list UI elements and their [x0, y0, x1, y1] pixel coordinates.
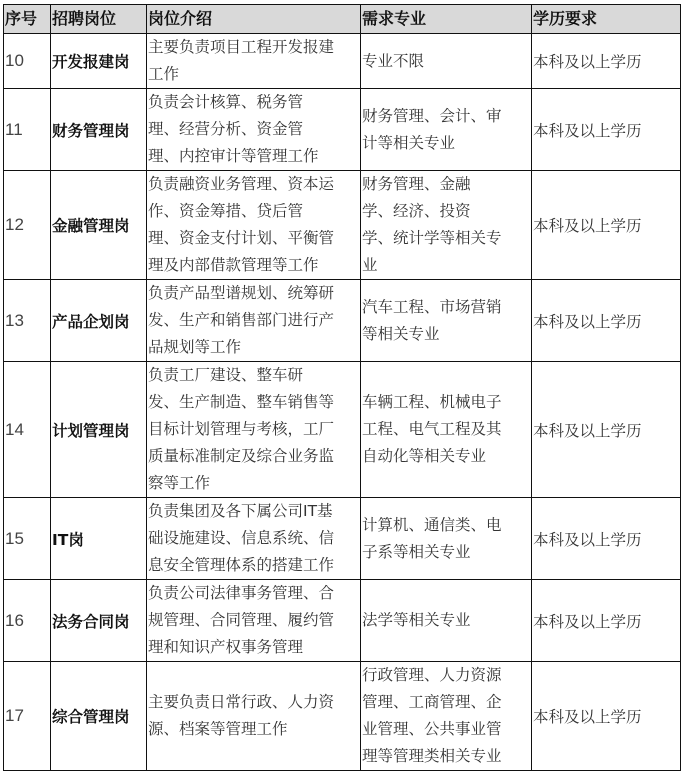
row-position: 产品企划岗: [51, 280, 147, 362]
major-line: 学、经济、投资: [362, 202, 471, 220]
header-number: 序号: [4, 5, 51, 34]
row-major: [361, 662, 532, 771]
row-description: [147, 498, 361, 580]
description-line: 息安全管理体系的搭建工作: [148, 556, 335, 574]
table-body: [4, 34, 681, 771]
row-education: 本科及以上学历: [532, 280, 681, 362]
row-description: [147, 89, 361, 171]
recruitment-table: [3, 4, 681, 771]
table-row: [4, 89, 681, 171]
row-description: [147, 34, 361, 89]
row-description: [147, 280, 361, 362]
description-line: 负责会计核算、税务管: [148, 93, 304, 111]
row-education: 本科及以上学历: [532, 34, 681, 89]
description-line: 理、经营分析、资金管: [148, 120, 304, 138]
major-line: 计等相关专业: [362, 133, 456, 152]
header-education: 学历要求: [532, 5, 681, 34]
description-line: 理和知识产权事务管理: [148, 638, 304, 656]
table-row: [4, 34, 681, 89]
table-row: [4, 280, 681, 362]
row-position: 开发报建岗: [51, 34, 147, 89]
description-line: 质量标准制定及综合业务监: [148, 447, 335, 465]
row-description: [147, 580, 361, 662]
description-line: 源、档案等管理工作: [148, 720, 288, 738]
row-major: [361, 171, 532, 280]
row-description: [147, 362, 361, 498]
major-line: 行政管理、人力资源: [362, 666, 502, 684]
row-major: [361, 362, 532, 498]
description-line: 理、资金支付计划、平衡管: [148, 229, 335, 247]
row-major: [361, 580, 532, 662]
row-number: 16: [4, 580, 51, 662]
description-line: 规管理、合同管理、履约管: [148, 611, 335, 629]
major-line: 汽车工程、市场营销: [362, 297, 502, 316]
major-line: 理等管理类相关专业: [362, 747, 502, 765]
major-line: 计算机、通信类、电: [362, 515, 502, 534]
row-number: 17: [4, 662, 51, 771]
row-position: 金融管理岗: [51, 171, 147, 280]
header-description: 岗位介绍: [147, 5, 361, 34]
table-row: [4, 498, 681, 580]
major-line: 财务管理、金融: [362, 175, 471, 193]
row-number: 13: [4, 280, 51, 362]
row-education: 本科及以上学历: [532, 171, 681, 280]
row-number: 12: [4, 171, 51, 280]
major-line: 财务管理、会计、审: [362, 106, 502, 125]
description-line: 主要负责日常行政、人力资: [148, 693, 335, 711]
row-number: 11: [4, 89, 51, 171]
row-number: 15: [4, 498, 51, 580]
description-line: 发、生产和销售部门进行产: [148, 311, 335, 329]
row-position: 财务管理岗: [51, 89, 147, 171]
row-position: 法务合同岗: [51, 580, 147, 662]
description-line: 础设施建设、信息系统、信: [148, 529, 335, 547]
table-row: [4, 662, 681, 771]
description-line: 目标计划管理与考核，工厂: [148, 420, 335, 438]
major-line: 业: [362, 256, 378, 274]
row-major: [361, 34, 532, 89]
description-line: 负责集团及各下属公司IT基: [148, 502, 333, 520]
description-line: 作、资金筹措、贷后管: [148, 202, 304, 220]
description-line: 理、内控审计等管理工作: [148, 147, 319, 165]
major-line: 法学等相关专业: [362, 611, 471, 629]
major-line: 等相关专业: [362, 324, 440, 343]
header-major: 需求专业: [361, 5, 532, 34]
row-description: [147, 662, 361, 771]
row-number: 10: [4, 34, 51, 89]
major-line: 工程、电气工程及其: [362, 420, 502, 438]
header-position: 招聘岗位: [51, 5, 147, 34]
row-position: 计划管理岗: [51, 362, 147, 498]
row-position: 综合管理岗: [51, 662, 147, 771]
table-row: [4, 171, 681, 280]
table-row: [4, 362, 681, 498]
major-line: 自动化等相关专业: [362, 447, 487, 465]
major-line: 管理、工商管理、企: [362, 693, 502, 711]
major-line: 专业不限: [362, 51, 425, 70]
row-education: 本科及以上学历: [532, 498, 681, 580]
row-position: IT岗: [51, 498, 147, 580]
major-line: 学、统计学等相关专: [362, 229, 502, 247]
major-line: 车辆工程、机械电子: [362, 393, 502, 411]
row-number: 14: [4, 362, 51, 498]
description-line: 品规划等工作: [148, 338, 242, 356]
major-line: 业管理、公共事业管: [362, 720, 502, 738]
description-line: 理及内部借款管理等工作: [148, 256, 319, 274]
description-line: 负责公司法律事务管理、合: [148, 584, 335, 602]
description-line: 发、生产制造、整车销售等: [148, 393, 335, 411]
description-line: 工作: [148, 65, 180, 83]
row-education: 本科及以上学历: [532, 89, 681, 171]
description-line: 负责工厂建设、整车研: [148, 366, 304, 384]
row-description: [147, 171, 361, 280]
description-line: 察等工作: [148, 474, 211, 492]
table-header-row: [4, 5, 681, 34]
row-major: [361, 89, 532, 171]
row-major: [361, 280, 532, 362]
row-education: 本科及以上学历: [532, 580, 681, 662]
row-education: 本科及以上学历: [532, 662, 681, 771]
row-education: 本科及以上学历: [532, 362, 681, 498]
description-line: 主要负责项目工程开发报建: [148, 38, 335, 56]
description-line: 负责融资业务管理、资本运: [148, 175, 335, 193]
major-line: 子系等相关专业: [362, 542, 471, 561]
table-row: [4, 580, 681, 662]
description-line: 负责产品型谱规划、统筹研: [148, 284, 335, 302]
row-major: [361, 498, 532, 580]
